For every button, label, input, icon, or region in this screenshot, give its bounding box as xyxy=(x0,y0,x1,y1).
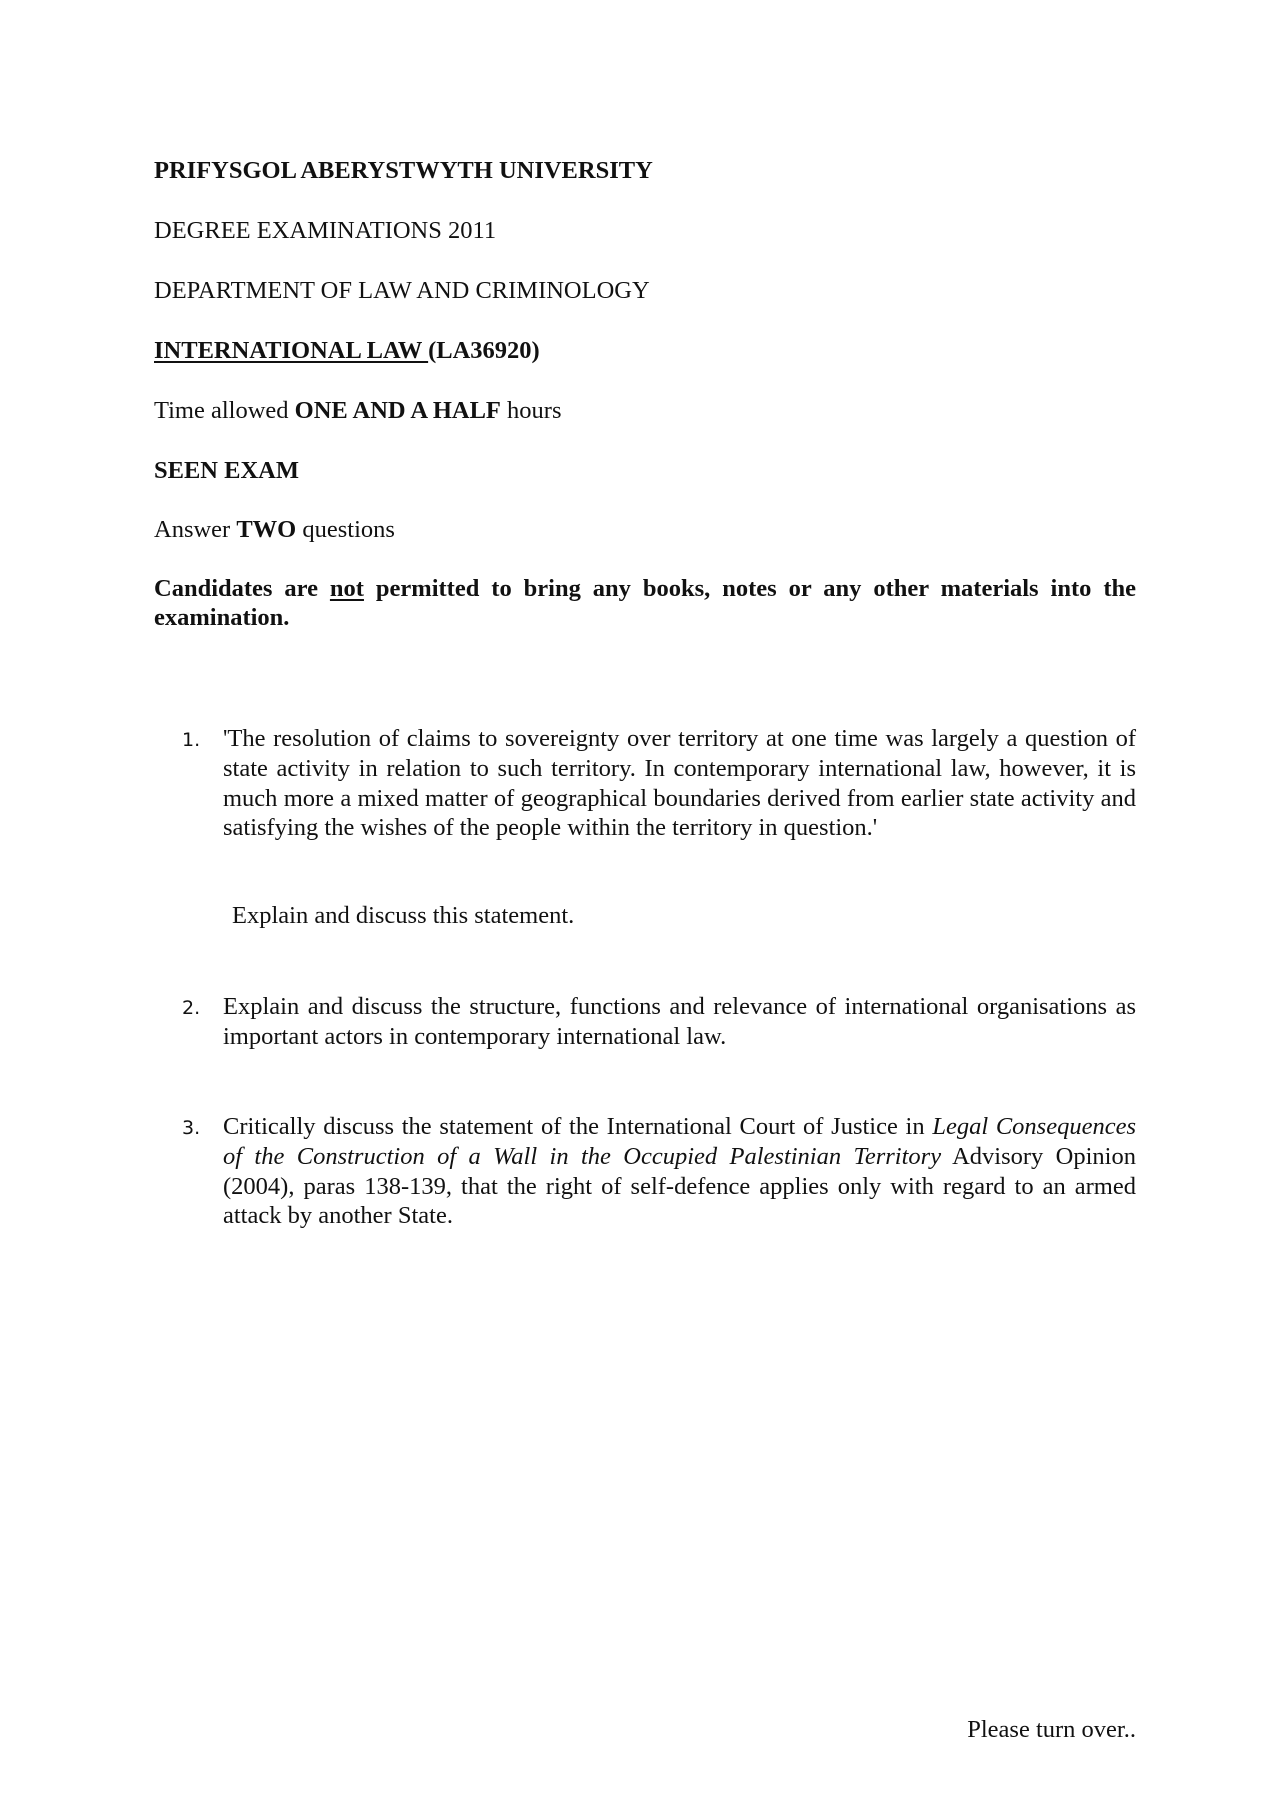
time-prefix: Time allowed xyxy=(154,397,295,424)
department-name: DEPARTMENT OF LAW AND CRIMINOLOGY xyxy=(154,277,650,304)
module-heading xyxy=(154,336,540,366)
answer-suffix: questions xyxy=(296,516,395,543)
answer-prefix: Answer xyxy=(154,516,237,543)
answer-count: TWO xyxy=(236,516,297,543)
exam-session: DEGREE EXAMINATIONS 2011 xyxy=(154,217,497,244)
module-title: INTERNATIONAL LAW xyxy=(154,337,429,364)
question-text: 'The resolution of claims to sovereignty over territory at one time was largely a question of state activity in relation to such territory. In contemporary international law, however, it is much more a mixed matter of geographical boundaries derived from earlier state activity and satisfying the wishes of the people within the territory in question.' xyxy=(223,725,1136,842)
question-number: 3. xyxy=(182,1117,201,1139)
module-code: (LA36920) xyxy=(428,337,540,364)
case-name: Legal Consequences of the Construction of a Wall in the Occupied Palestinian Territory xyxy=(223,1113,1136,1170)
warning-part-2: permitted to bring any books, notes or any other materials into the examination. xyxy=(154,575,1136,631)
time-allowed xyxy=(154,396,561,426)
question-text xyxy=(223,1112,1136,1231)
materials-warning xyxy=(154,574,1136,632)
time-suffix: hours xyxy=(500,397,562,424)
university-name: PRIFYSGOL ABERYSTWYTH UNIVERSITY xyxy=(154,157,653,184)
exam-type: SEEN EXAM xyxy=(154,457,299,484)
question-text-after: Advisory Opinion (2004), paras 138-139, that the right of self-defence applies only with regard to an armed attack by another State. xyxy=(223,1142,1136,1230)
warning-emphasis: not xyxy=(329,575,364,602)
please-turn-over: Please turn over.. xyxy=(967,1716,1136,1743)
question-number: 2. xyxy=(182,997,201,1019)
question-text: Explain and discuss the structure, functions and relevance of international organisations as important actors in contemporary international law. xyxy=(223,993,1136,1050)
time-value: ONE AND A HALF xyxy=(294,397,501,424)
warning-part-1: Candidates are xyxy=(154,575,330,602)
question-followup: Explain and discuss this statement. xyxy=(232,902,575,929)
question-number: 1. xyxy=(182,729,201,751)
answer-instruction xyxy=(154,515,395,545)
question-text-before: Critically discuss the statement of the International Court of Justice in xyxy=(223,1113,933,1140)
